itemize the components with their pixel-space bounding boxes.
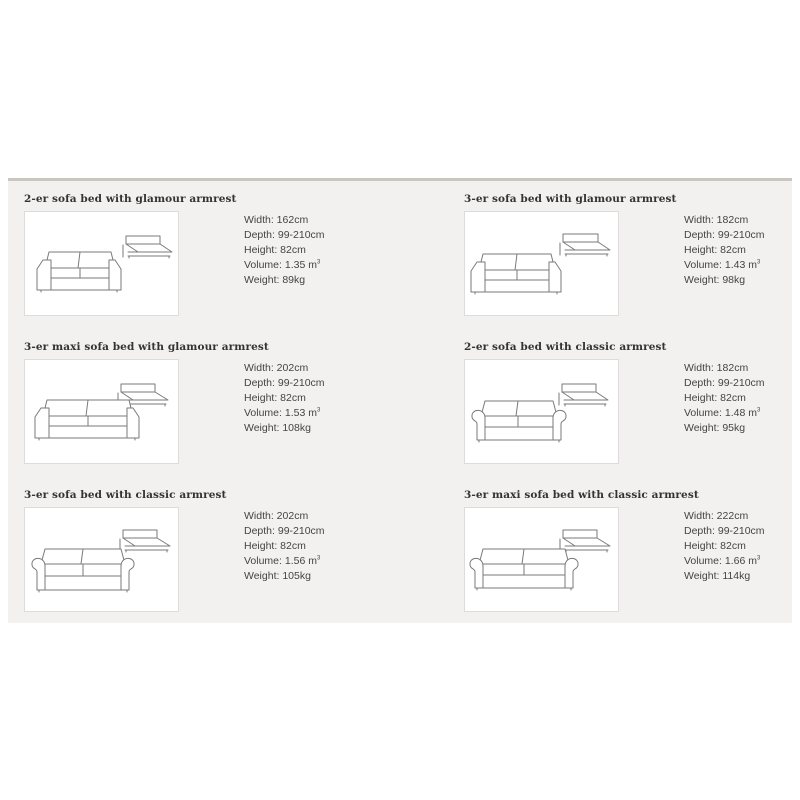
spec-depth: Depth: 99-210cm	[244, 525, 325, 537]
sofa-bed-2er-classic-icon	[465, 360, 620, 465]
spec-height: Height: 82cm	[684, 392, 746, 404]
spec-volume-value: Volume: 1.43 m	[684, 259, 757, 271]
volume-unit-superscript: 3	[316, 259, 321, 266]
spec-volume	[244, 406, 325, 421]
spec-width: Width: 162cm	[244, 214, 309, 226]
spec-depth: Depth: 99-210cm	[244, 229, 325, 241]
product-card	[8, 479, 398, 614]
product-specs	[684, 361, 765, 436]
spec-volume-value: Volume: 1.56 m	[244, 555, 317, 567]
spec-height: Height: 82cm	[684, 244, 746, 256]
spec-weight: Weight: 108kg	[244, 422, 311, 434]
spec-volume	[244, 554, 325, 569]
product-thumbnail	[24, 507, 179, 612]
spec-width: Width: 222cm	[684, 510, 749, 522]
sofa-bed-3er-maxi-classic-icon	[465, 508, 620, 613]
product-title: 3-er sofa bed with glamour armrest	[464, 193, 677, 205]
spec-width: Width: 202cm	[244, 362, 309, 374]
product-specs	[244, 213, 325, 288]
spec-volume	[244, 258, 325, 273]
product-card	[8, 331, 398, 466]
spec-volume	[684, 554, 765, 569]
spec-weight: Weight: 98kg	[684, 274, 746, 286]
sofa-bed-2er-glamour-icon	[25, 212, 180, 317]
spec-volume-value: Volume: 1.66 m	[684, 555, 757, 567]
product-title: 3-er maxi sofa bed with glamour armrest	[24, 341, 269, 353]
spec-depth: Depth: 99-210cm	[244, 377, 325, 389]
volume-unit-superscript: 3	[756, 259, 761, 266]
spec-height: Height: 82cm	[244, 540, 306, 552]
volume-unit-superscript: 3	[316, 555, 321, 562]
product-title: 2-er sofa bed with glamour armrest	[24, 193, 237, 205]
spec-volume	[684, 258, 765, 273]
product-specs	[684, 509, 765, 584]
spec-width: Width: 182cm	[684, 362, 749, 374]
spec-weight: Weight: 114kg	[684, 570, 751, 582]
spec-volume-value: Volume: 1.35 m	[244, 259, 317, 271]
spec-weight: Weight: 89kg	[244, 274, 306, 286]
spec-width: Width: 202cm	[244, 510, 309, 522]
spec-depth: Depth: 99-210cm	[684, 377, 765, 389]
sofa-bed-3er-classic-icon	[25, 508, 180, 613]
spec-height: Height: 82cm	[684, 540, 746, 552]
spec-height: Height: 82cm	[244, 392, 306, 404]
spec-volume-value: Volume: 1.48 m	[684, 407, 757, 419]
spec-volume	[684, 406, 765, 421]
product-specs	[684, 213, 765, 288]
product-card	[448, 479, 800, 614]
volume-unit-superscript: 3	[756, 407, 761, 414]
product-card	[448, 183, 800, 318]
spec-depth: Depth: 99-210cm	[684, 525, 765, 537]
product-thumbnail	[24, 211, 179, 316]
product-title: 2-er sofa bed with classic armrest	[464, 341, 667, 353]
product-card	[448, 331, 800, 466]
product-specs	[244, 509, 325, 584]
sofa-bed-3er-maxi-glamour-icon	[25, 360, 180, 465]
product-thumbnail	[24, 359, 179, 464]
product-card	[8, 183, 398, 318]
volume-unit-superscript: 3	[316, 407, 321, 414]
spec-depth: Depth: 99-210cm	[684, 229, 765, 241]
spec-weight: Weight: 105kg	[244, 570, 311, 582]
product-specs-panel	[8, 178, 792, 623]
product-thumbnail	[464, 359, 619, 464]
spec-height: Height: 82cm	[244, 244, 306, 256]
product-specs	[244, 361, 325, 436]
product-title: 3-er sofa bed with classic armrest	[24, 489, 227, 501]
volume-unit-superscript: 3	[756, 555, 761, 562]
spec-weight: Weight: 95kg	[684, 422, 746, 434]
spec-volume-value: Volume: 1.53 m	[244, 407, 317, 419]
product-title: 3-er maxi sofa bed with classic armrest	[464, 489, 699, 501]
product-thumbnail	[464, 507, 619, 612]
spec-width: Width: 182cm	[684, 214, 749, 226]
sofa-bed-3er-glamour-icon	[465, 212, 620, 317]
product-thumbnail	[464, 211, 619, 316]
